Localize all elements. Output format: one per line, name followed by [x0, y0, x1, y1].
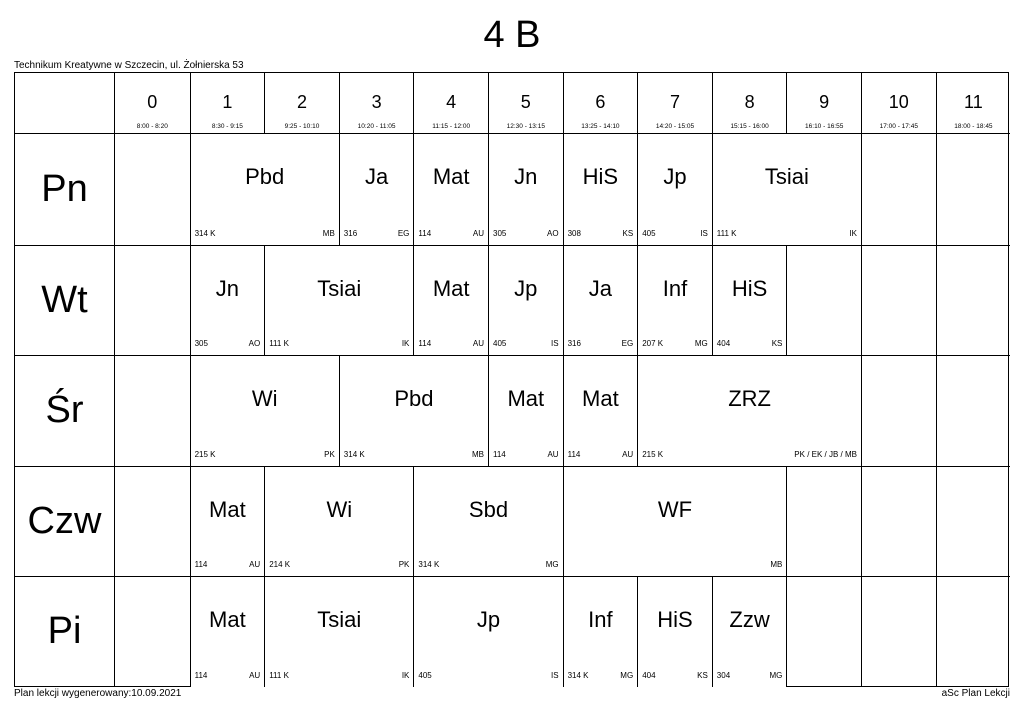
lesson-room: 404: [716, 339, 731, 348]
lesson-room: 316: [343, 228, 358, 238]
lesson-subject: Tsiai: [764, 164, 809, 189]
lesson-cell[interactable]: [190, 355, 339, 466]
lesson-teacher: AU: [249, 560, 261, 569]
lesson-subject: Sbd: [468, 496, 509, 522]
period-number: 4: [446, 92, 457, 112]
lesson-room: 111 K: [716, 228, 737, 238]
lesson-cell[interactable]: [563, 134, 638, 245]
lesson-subject: Jn: [215, 275, 240, 301]
period-number: 9: [819, 92, 830, 112]
lesson-subject: Zzw: [729, 607, 770, 632]
generated-date: Plan lekcji wygenerowany:10.09.2021: [14, 688, 182, 699]
empty-cell: [115, 245, 190, 356]
empty-cell: [786, 245, 861, 356]
lesson-teacher: IS: [700, 228, 708, 238]
period-header: [637, 73, 712, 134]
lesson-teacher: IK: [849, 228, 857, 238]
period-header: [488, 73, 563, 134]
corner-cell: [15, 73, 115, 134]
empty-cell: [861, 355, 936, 466]
period-header: [115, 73, 190, 134]
period-time: 8:00 - 8:20: [136, 123, 168, 130]
empty-cell: [936, 245, 1011, 356]
day-label: Pn: [15, 134, 115, 245]
lesson-teacher: AU: [622, 449, 634, 459]
lesson-teacher: KS: [771, 339, 783, 348]
lesson-room: 314 K: [194, 228, 216, 238]
empty-cell: [115, 576, 190, 687]
period-header: [712, 73, 787, 134]
period-time: 18:00 - 18:45: [954, 123, 993, 130]
lesson-room: 114: [418, 339, 432, 348]
lesson-room: 305: [493, 228, 507, 238]
lesson-room: 114: [194, 560, 208, 569]
lesson-cell[interactable]: [190, 576, 265, 687]
lesson-subject: Mat: [432, 275, 470, 301]
lesson-room: 316: [567, 339, 581, 348]
lesson-cell[interactable]: [563, 245, 638, 356]
period-number: 1: [222, 92, 233, 112]
lesson-subject: Ja: [364, 164, 389, 189]
lesson-subject: HiS: [731, 275, 768, 301]
lesson-subject: Jp: [514, 275, 538, 301]
empty-cell: [936, 134, 1011, 245]
lesson-teacher: AO: [248, 339, 261, 348]
lesson-subject: Mat: [209, 607, 246, 632]
lesson-teacher: PK: [398, 560, 410, 569]
lesson-room: 215 K: [642, 449, 664, 459]
period-time: 13:25 - 14:10: [581, 123, 620, 130]
period-header: [190, 73, 265, 134]
lesson-cell[interactable]: [190, 466, 265, 577]
period-number: 5: [520, 92, 531, 112]
lesson-subject: WF: [657, 496, 693, 522]
period-header: [339, 73, 414, 134]
lesson-cell[interactable]: [563, 355, 638, 466]
lesson-room: 215 K: [194, 449, 216, 459]
lesson-room: 305: [194, 339, 208, 348]
lesson-teacher: MB: [770, 560, 783, 569]
lesson-room: 111 K: [269, 339, 289, 348]
lesson-subject: Mat: [432, 164, 470, 189]
lesson-teacher: EG: [397, 228, 410, 238]
lesson-teacher: MG: [620, 670, 634, 680]
day-label: Wt: [15, 245, 115, 356]
lesson-cell[interactable]: [563, 576, 638, 687]
lesson-teacher: IK: [401, 339, 410, 348]
lesson-subject: HiS: [657, 607, 693, 632]
lesson-cell[interactable]: [339, 134, 414, 245]
lesson-subject: Pbd: [245, 164, 285, 189]
lesson-cell[interactable]: [488, 134, 563, 245]
lesson-cell[interactable]: [413, 466, 562, 577]
lesson-teacher: PK / EK / JB / MB: [794, 449, 857, 459]
period-number: 6: [595, 92, 606, 112]
period-number: 2: [296, 92, 307, 112]
lesson-subject: Mat: [507, 386, 545, 411]
lesson-teacher: AU: [472, 339, 484, 348]
lesson-cell[interactable]: [339, 355, 488, 466]
timetable-grid: [14, 72, 1009, 687]
empty-cell: [936, 466, 1011, 577]
lesson-cell[interactable]: [264, 245, 413, 356]
lesson-teacher: IS: [551, 670, 559, 680]
period-header: [786, 73, 861, 134]
period-number: 7: [669, 92, 680, 112]
lesson-room: 314 K: [567, 670, 589, 680]
lesson-subject: Pbd: [394, 386, 434, 411]
empty-cell: [936, 355, 1011, 466]
lesson-cell[interactable]: [413, 134, 488, 245]
lesson-teacher: KS: [622, 228, 634, 238]
lesson-subject: Tsiai: [317, 275, 362, 301]
day-label: Śr: [15, 355, 115, 466]
lesson-teacher: MB: [471, 449, 484, 459]
lesson-subject: Jp: [663, 164, 687, 189]
lesson-room: 405: [418, 670, 432, 680]
lesson-room: 214 K: [269, 560, 291, 569]
lesson-teacher: MB: [322, 228, 335, 238]
lesson-subject: Wi: [251, 386, 278, 411]
lesson-cell[interactable]: [637, 576, 712, 687]
lesson-cell[interactable]: [712, 245, 787, 356]
lesson-cell[interactable]: [413, 576, 562, 687]
empty-cell: [861, 245, 936, 356]
lesson-cell[interactable]: [488, 245, 563, 356]
lesson-subject: Wi: [326, 496, 353, 522]
lesson-cell[interactable]: [190, 134, 339, 245]
day-label: Czw: [15, 466, 115, 577]
period-header: [264, 73, 339, 134]
lesson-room: 404: [642, 670, 656, 680]
lesson-cell[interactable]: [637, 245, 712, 356]
lesson-cell[interactable]: [488, 355, 563, 466]
period-header: [936, 73, 1011, 134]
lesson-subject: Mat: [582, 386, 619, 411]
lesson-cell[interactable]: [637, 355, 861, 466]
day-label: Pi: [15, 576, 115, 687]
lesson-subject: Ja: [588, 275, 613, 301]
lesson-teacher: AO: [547, 228, 559, 238]
lesson-cell[interactable]: [190, 245, 265, 356]
school-name: Technikum Kreatywne w Szczecin, ul. Żołnierska 53: [14, 60, 244, 71]
period-number: 0: [147, 92, 158, 112]
period-number: 3: [371, 92, 382, 112]
page-title: 4 B: [483, 14, 541, 56]
period-time: 11:15 - 12:00: [432, 123, 471, 130]
lesson-room: 405: [642, 228, 656, 238]
empty-cell: [861, 576, 936, 687]
lesson-teacher: MG: [694, 339, 708, 348]
lesson-room: 207 K: [642, 339, 664, 348]
empty-cell: [115, 134, 190, 245]
lesson-room: 114: [194, 670, 208, 680]
period-time: 9:25 - 10:10: [284, 123, 320, 130]
lesson-room: 114: [567, 449, 581, 459]
lesson-cell[interactable]: [563, 466, 787, 577]
lesson-teacher: AU: [249, 670, 261, 680]
lesson-teacher: IK: [401, 670, 410, 680]
period-header: [861, 73, 936, 134]
empty-cell: [786, 576, 861, 687]
empty-cell: [786, 466, 861, 577]
lesson-subject: Jn: [514, 164, 538, 189]
period-time: 16:10 - 16:55: [805, 123, 844, 130]
period-time: 12:30 - 13:15: [506, 123, 545, 130]
empty-cell: [115, 466, 190, 577]
lesson-cell[interactable]: [264, 466, 413, 577]
period-number: 11: [964, 92, 983, 112]
lesson-cell[interactable]: [637, 134, 712, 245]
lesson-subject: ZRZ: [728, 386, 771, 411]
period-time: 15:15 - 16:00: [730, 123, 769, 130]
lesson-room: 114: [418, 228, 432, 238]
empty-cell: [115, 355, 190, 466]
lesson-subject: Mat: [209, 496, 246, 522]
app-credit: aSc Plan Lekcji: [941, 688, 1010, 699]
lesson-teacher: MG: [769, 670, 783, 680]
period-time: 10:20 - 11:05: [357, 123, 396, 130]
lesson-subject: Inf: [662, 275, 688, 301]
lesson-teacher: KS: [697, 670, 708, 680]
lesson-subject: Tsiai: [317, 607, 362, 632]
lesson-subject: HiS: [582, 164, 619, 189]
lesson-room: 405: [493, 339, 507, 348]
lesson-subject: Jp: [476, 607, 501, 632]
lesson-cell[interactable]: [712, 576, 787, 687]
period-time: 17:00 - 17:45: [879, 123, 918, 130]
lesson-room: 304: [716, 670, 731, 680]
lesson-cell[interactable]: [413, 245, 488, 356]
lesson-teacher: AU: [547, 449, 559, 459]
empty-cell: [936, 576, 1011, 687]
lesson-teacher: IS: [551, 339, 559, 348]
lesson-room: 314 K: [418, 560, 440, 569]
lesson-teacher: PK: [324, 449, 335, 459]
empty-cell: [861, 466, 936, 577]
period-header: [413, 73, 488, 134]
lesson-room: 114: [493, 449, 506, 459]
lesson-room: 111 K: [269, 670, 289, 680]
lesson-teacher: MG: [545, 560, 559, 569]
lesson-subject: Inf: [588, 607, 613, 632]
lesson-teacher: EG: [621, 339, 634, 348]
period-time: 14:20 - 15:05: [655, 123, 695, 130]
period-header: [563, 73, 638, 134]
lesson-teacher: AU: [472, 228, 484, 238]
period-number: 10: [888, 92, 909, 112]
lesson-cell[interactable]: [712, 134, 861, 245]
empty-cell: [861, 134, 936, 245]
lesson-room: 308: [567, 228, 581, 238]
period-time: 8:30 - 9:15: [211, 123, 243, 130]
lesson-cell[interactable]: [264, 576, 413, 687]
lesson-room: 314 K: [343, 449, 365, 459]
period-number: 8: [744, 92, 755, 112]
